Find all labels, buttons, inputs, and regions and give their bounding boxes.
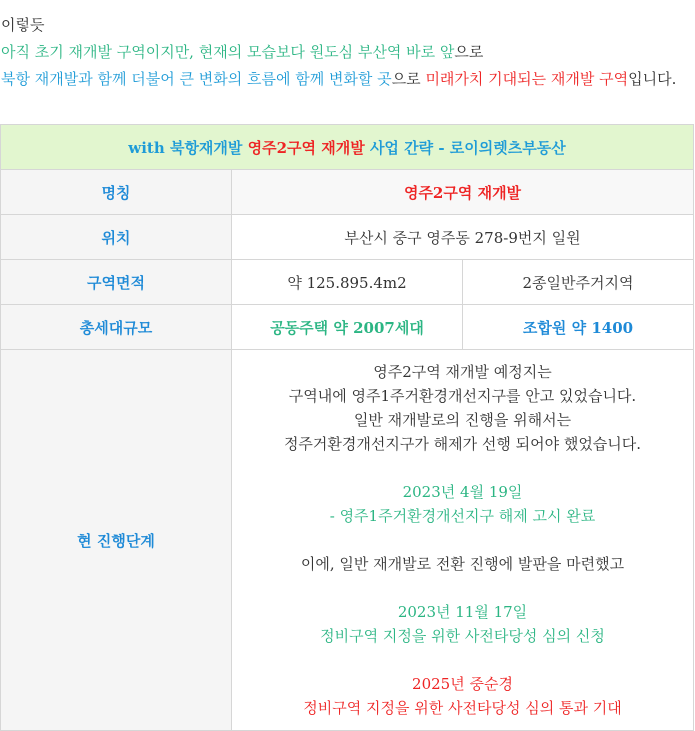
stage-line: 정주거환경개선지구가 해제가 선행 되어야 했었습니다. [283, 435, 642, 453]
scale-value: 공동주택 약 2007세대 [232, 305, 463, 350]
intro-line-3 [1, 66, 695, 93]
name-value: 영주2구역 재개발 [232, 170, 694, 215]
table-title [1, 125, 694, 170]
area-label: 구역면적 [1, 260, 232, 305]
name-label: 명칭 [1, 170, 232, 215]
stage-line: 영주2구역 재개발 예정지는 [373, 363, 552, 381]
table-title-row [1, 125, 694, 170]
table-row-area [1, 260, 694, 305]
stage-event-1: - 영주1주거환경개선지구 해제 고시 완료 [329, 507, 596, 525]
intro-line-3-blue: 북항 재개발과 함께 더불어 큰 변화의 흐름에 함께 변화할 곳 [1, 70, 392, 88]
stage-date-3: 2025년 중순경 [412, 675, 513, 693]
stage-date-2: 2023년 11월 17일 [397, 603, 528, 621]
intro-line-3-red: 미래가치 기대되는 재개발 구역 [425, 70, 629, 88]
stage-label: 현 진행단계 [1, 350, 232, 731]
location-value: 부산시 중구 영주동 278-9번지 일원 [232, 215, 694, 260]
members-value: 조합원 약 1400 [463, 305, 694, 350]
intro-line-3-dark: 으로 [391, 70, 426, 88]
table-title-part-2: 영주2구역 재개발 [247, 138, 365, 157]
stage-spacer [232, 648, 693, 672]
stage-event-3: 정비구역 지정을 위한 사전타당성 심의 통과 기대 [303, 699, 622, 717]
table-title-part-1: with 북항재개발 [128, 138, 248, 157]
intro-line-1-text: 이렇듯 [1, 16, 45, 34]
stage-event-2: 정비구역 지정을 위한 사전타당성 심의 신청 [320, 627, 605, 645]
intro-line-1 [1, 12, 695, 39]
stage-date-1: 2023년 4월 19일 [402, 483, 523, 501]
table-title-part-3: 사업 간략 - 로이의렛츠부동산 [364, 138, 566, 157]
intro-text [0, 0, 695, 93]
table-row-location [1, 215, 694, 260]
stage-line: 구역내에 영주1주거환경개선지구를 안고 있었습니다. [288, 387, 637, 405]
area-value: 약 125.895.4m2 [232, 260, 463, 305]
intro-line-2-green: 아직 초기 재개발 구역이지만, 현재의 모습보다 원도심 부산역 바로 앞 [1, 43, 455, 61]
intro-line-2 [1, 39, 695, 66]
stage-line: 일반 재개발로의 진행을 위해서는 [353, 411, 572, 429]
stage-line: 이에, 일반 재개발로 전환 진행에 발판을 마련했고 [300, 555, 625, 573]
stage-description [232, 350, 694, 731]
scale-label: 총세대규모 [1, 305, 232, 350]
table-row-scale [1, 305, 694, 350]
stage-spacer [232, 528, 693, 552]
zone-value: 2종일반주거지역 [463, 260, 694, 305]
location-label: 위치 [1, 215, 232, 260]
stage-spacer [232, 576, 693, 600]
table-row-stage [1, 350, 694, 731]
intro-line-2-dark: 으로 [454, 43, 484, 61]
intro-line-3-end: 입니다. [628, 70, 677, 88]
table-row-name [1, 170, 694, 215]
stage-spacer [232, 456, 693, 480]
project-summary-table [0, 124, 694, 731]
